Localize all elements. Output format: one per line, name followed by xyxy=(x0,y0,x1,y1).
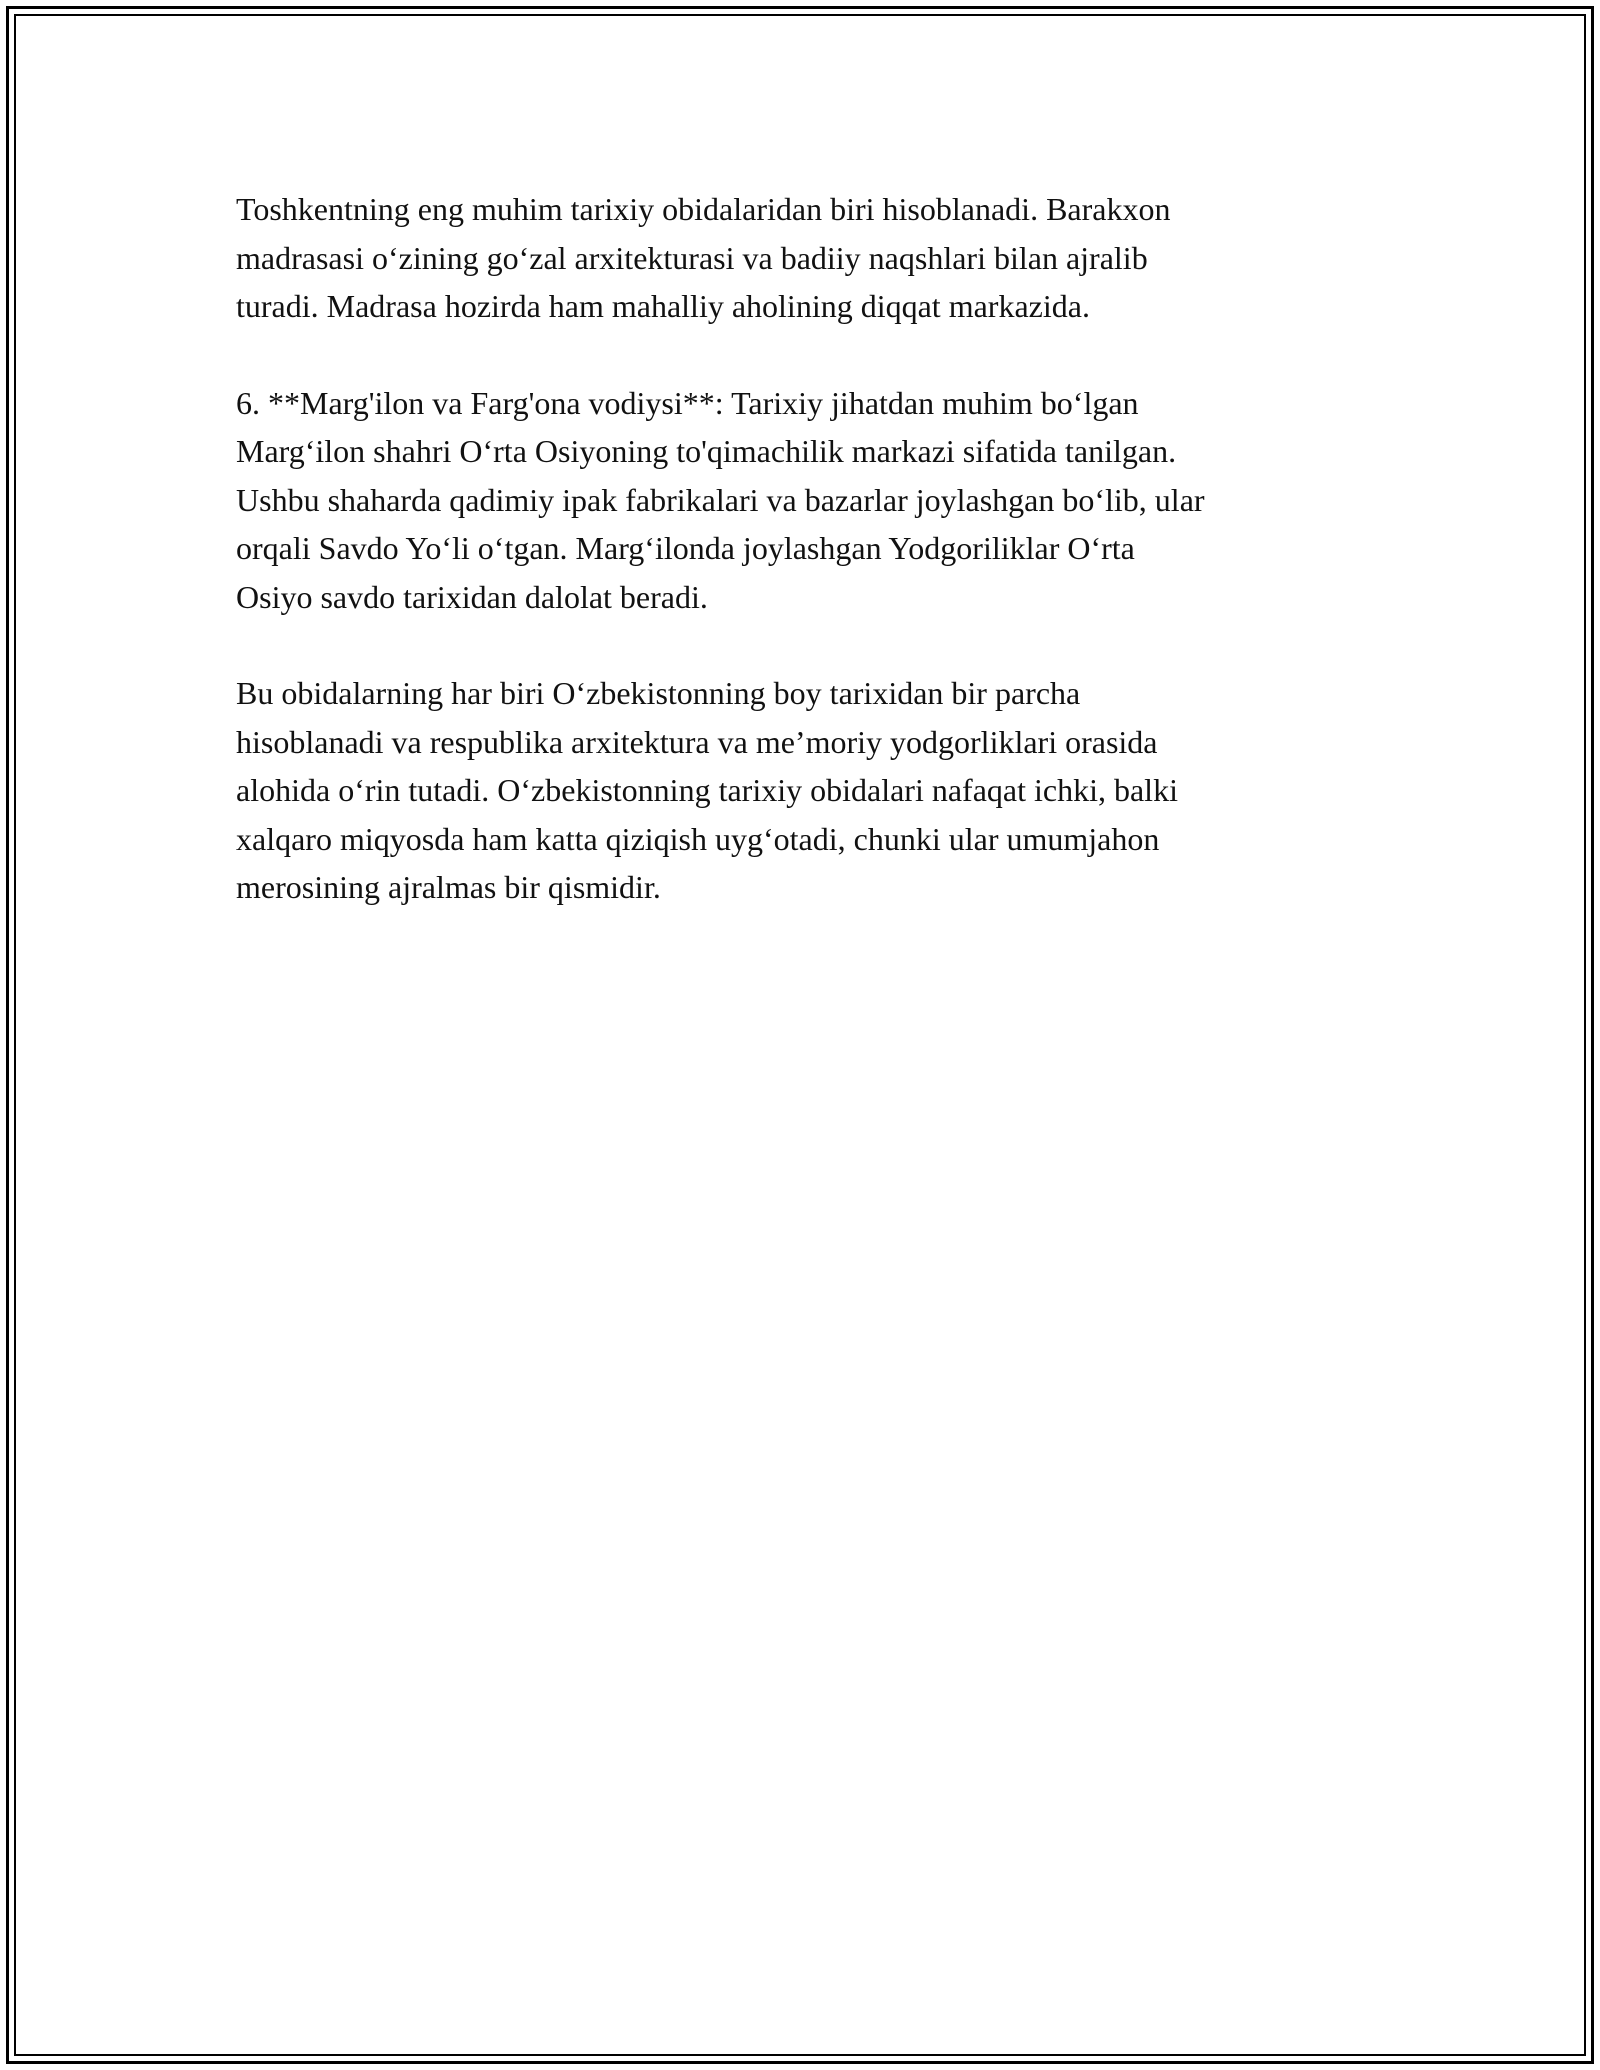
document-body xyxy=(236,185,1366,960)
paragraph-conclusion xyxy=(236,669,1366,912)
text-line: merosining ajralmas bir qismidir. xyxy=(236,869,661,905)
text-line: Ushbu shaharda qadimiy ipak fabrikalari va bazarlar joylashgan bo‘lib, ular xyxy=(236,481,1205,518)
text-line: xalqaro miqyosda ham katta qiziqish uyg‘otadi, chunki ular umumjahon xyxy=(236,820,1160,857)
text-line: alohida o‘rin tutadi. O‘zbekistonning tarixiy obidalari nafaqat ichki, balki xyxy=(236,772,1178,808)
paragraph-margilon xyxy=(236,379,1366,622)
text-line: Bu obidalarning har biri O‘zbekistonning boy tarixidan bir parcha xyxy=(236,675,1081,711)
text-line: hisoblanadi va respublika arxitektura va me’moriy yodgorliklari orasida xyxy=(236,723,1158,760)
text-line: orqali Savdo Yo‘li o‘tgan. Marg‘ilonda joylashgan Yodgoriliklar O‘rta xyxy=(236,530,1135,566)
text-line: madrasasi o‘zining go‘zal arxitekturasi va badiiy naqshlari bilan ajralib xyxy=(236,239,1148,276)
text-line: Toshkentning eng muhim tarixiy obidalaridan biri hisoblanadi. Barakxon xyxy=(236,191,1171,227)
text-line: 6. **Marg'ilon va Farg'ona vodiysi**: Tarixiy jihatdan muhim bo‘lgan xyxy=(236,384,1139,421)
paragraph-barakxon xyxy=(236,185,1366,331)
text-line: Marg‘ilon shahri O‘rta Osiyoning to'qimachilik markazi sifatida tanilgan. xyxy=(236,433,1177,469)
text-line: turadi. Madrasa hozirda ham mahalliy aholining diqqat markazida. xyxy=(236,288,1090,324)
text-line: Osiyo savdo tarixidan dalolat beradi. xyxy=(236,578,708,615)
